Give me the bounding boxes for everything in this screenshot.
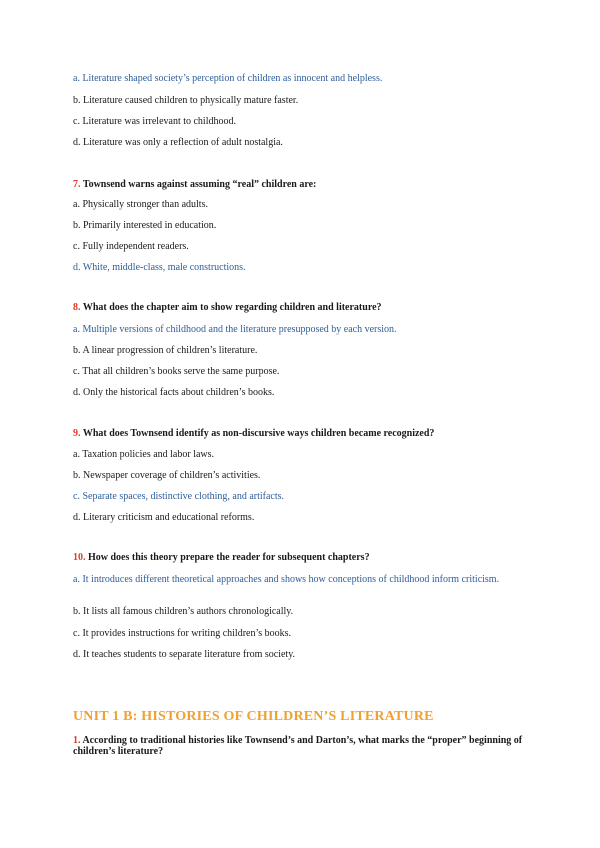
q7-option-c: c. Fully independent readers. <box>73 241 189 252</box>
question-10 <box>73 552 533 563</box>
q9-option-c: c. Separate spaces, distinctive clothing, and artifacts. <box>73 491 285 502</box>
question-number: 8. <box>73 302 81 313</box>
q7-option-b: b. Primarily interested in education. <box>73 220 217 231</box>
unit-heading: UNIT 1 B: HISTORIES OF CHILDREN’S LITERATURE <box>73 709 434 724</box>
question-number: 1. <box>73 735 81 746</box>
q6-option-c: c. Literature was irrelevant to childhood. <box>73 116 236 127</box>
question-text: Townsend warns against assuming “real” children are: <box>80 179 317 190</box>
q8-option-d: d. Only the historical facts about children’s books. <box>73 387 275 398</box>
q10-option-a: a. It introduces different theoretical approaches and shows how conceptions of childhood inform criticism. <box>73 574 500 585</box>
q10-option-d: d. It teaches students to separate literature from society. <box>73 649 296 660</box>
q10-option-b: b. It lists all famous children’s authors chronologically. <box>73 606 294 617</box>
q9-option-d: d. Literary criticism and educational reforms. <box>73 512 255 523</box>
q7-option-a: a. Physically stronger than adults. <box>73 199 208 210</box>
q9-option-b: b. Newspaper coverage of children’s activities. <box>73 470 261 481</box>
q6-option-d: d. Literature was only a reflection of adult nostalgia. <box>73 137 283 148</box>
question-text: According to traditional histories like Townsend’s and Darton’s, what marks the “proper” beginning of children’s literature? <box>73 735 523 757</box>
question-number: 10. <box>73 552 86 563</box>
question-number: 9. <box>73 428 81 439</box>
question-text: What does the chapter aim to show regarding children and literature? <box>80 302 382 313</box>
q8-option-a: a. Multiple versions of childhood and the literature presupposed by each version. <box>73 324 397 335</box>
question-text: How does this theory prepare the reader for subsequent chapters? <box>85 552 370 563</box>
question-8 <box>73 302 533 313</box>
q6-option-a: a. Literature shaped society’s perception of children as innocent and helpless. <box>73 73 383 84</box>
q10-option-c: c. It provides instructions for writing children’s books. <box>73 628 292 639</box>
q9-option-a: a. Taxation policies and labor laws. <box>73 449 215 460</box>
q7-option-d: d. White, middle-class, male constructions. <box>73 262 246 273</box>
q8-option-b: b. A linear progression of children’s literature. <box>73 345 258 356</box>
question-text: What does Townsend identify as non-discursive ways children became recognized? <box>80 428 435 439</box>
q6-option-b: b. Literature caused children to physically mature faster. <box>73 95 299 106</box>
question-7 <box>73 179 533 190</box>
question-9 <box>73 428 533 439</box>
question-number: 7. <box>73 179 81 190</box>
unit-question-1 <box>73 735 523 757</box>
q8-option-c: c. That all children’s books serve the same purpose. <box>73 366 280 377</box>
